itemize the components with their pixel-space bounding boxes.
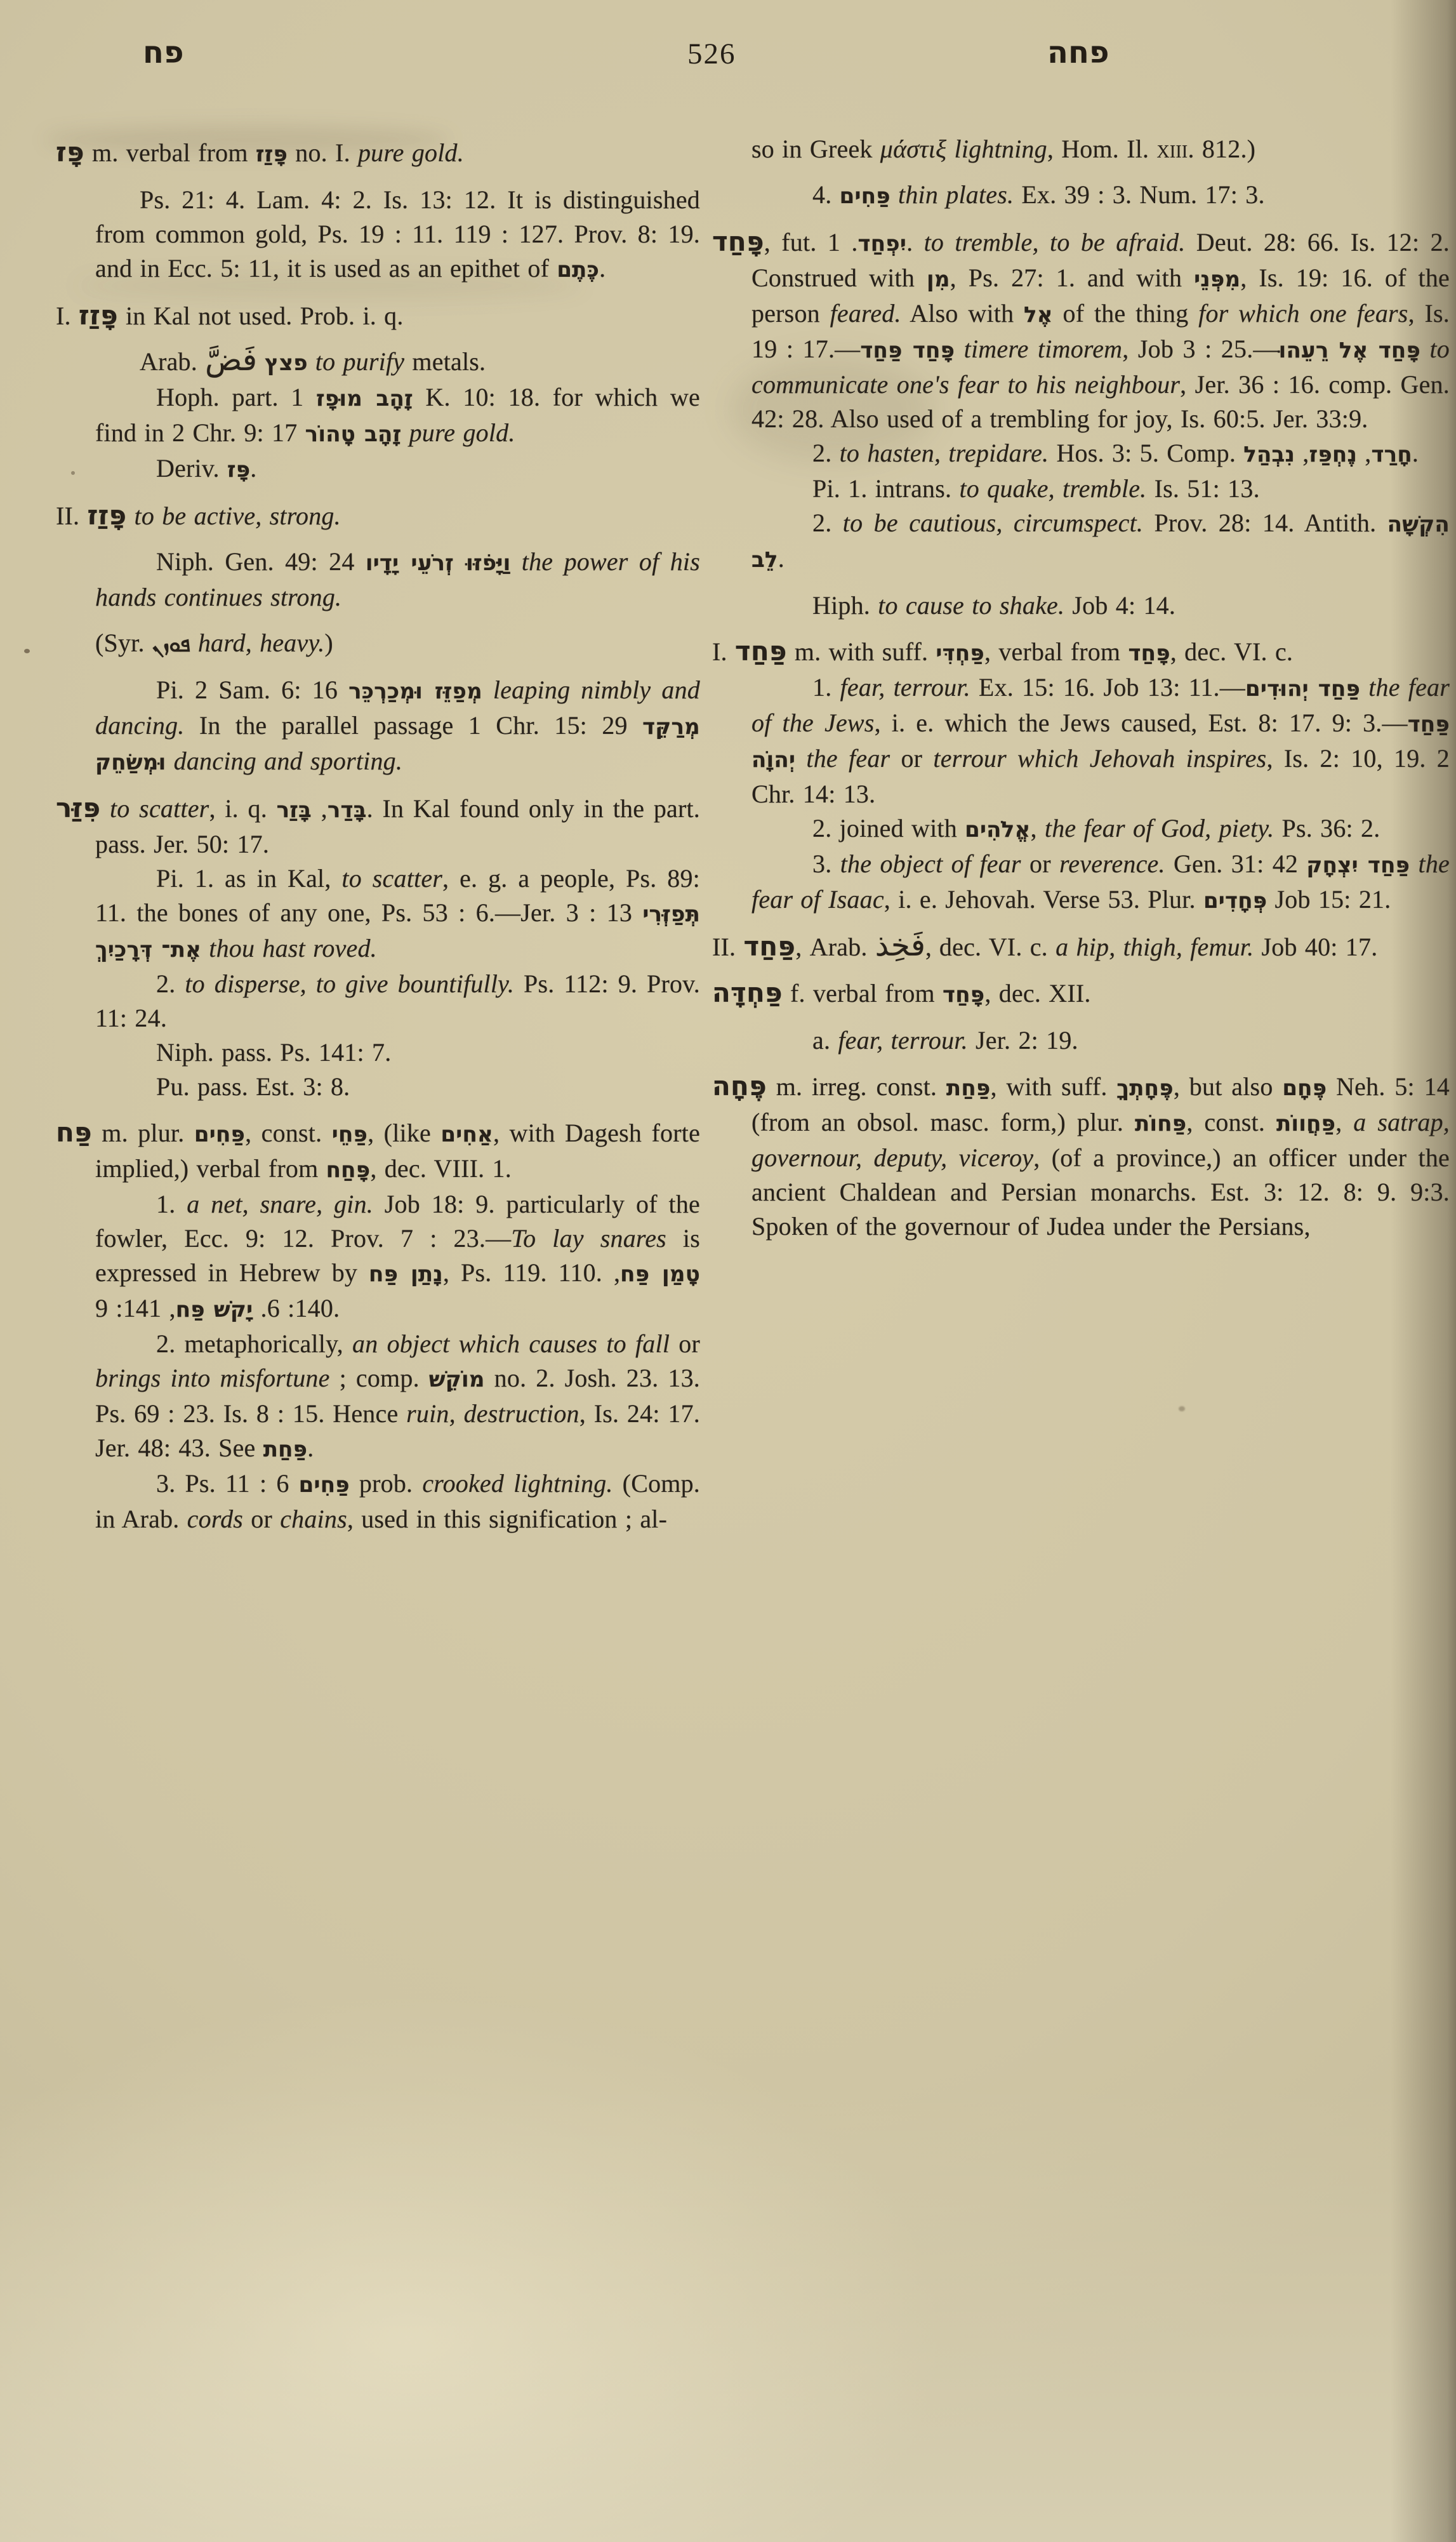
body-text: , Hom. Il.	[1047, 135, 1157, 163]
body-text: , dec. VI. c.	[925, 933, 1056, 961]
body-text: Job 4: 14.	[1064, 591, 1176, 620]
hebrew-text: פצץ	[265, 350, 308, 376]
body-text: Pi. 1. intrans.	[812, 474, 960, 503]
greek-text: μάστιξ	[880, 135, 947, 163]
para-pizzar-niph	[95, 1035, 700, 1070]
body-text: leaping nimbly and dancing.	[95, 675, 700, 740]
body-text: reverence.	[1059, 849, 1165, 878]
body-text: terrour which Jehovah inspires	[933, 744, 1267, 773]
body-text: Job 15: 21.	[1267, 885, 1391, 914]
body-text: Is. 51: 13.	[1146, 474, 1260, 503]
body-text: . In Kal found only in the part. pass. Jer. 50: 17.	[95, 794, 701, 858]
hebrew-text: נָתַן פַּח	[369, 1261, 443, 1287]
body-text: chains	[280, 1505, 347, 1533]
entry-pazaz-ii	[56, 498, 700, 533]
body-text: m. irreg. const.	[766, 1072, 946, 1101]
entry-pazaz-i	[56, 298, 700, 333]
hebrew-text: בָּזַר	[276, 797, 312, 823]
body-text: to purify	[315, 347, 405, 376]
hebrew-text: נֶחְפַּז	[1309, 442, 1358, 467]
hebrew-text: טָמַן פַּח	[620, 1261, 701, 1287]
body-text: to cause to shake.	[878, 591, 1065, 620]
para-pachad-2	[751, 436, 1450, 472]
body-text: lightning	[946, 135, 1047, 163]
body-text: pure gold.	[401, 418, 515, 447]
body-text: Arab.	[140, 347, 206, 376]
body-text: Ex. 15: 16. Job 13: 11.—	[970, 673, 1245, 702]
body-text: brings into misfortune	[95, 1364, 330, 1392]
hebrew-text: כֶּתֶם	[557, 257, 600, 283]
body-text: or	[670, 1329, 701, 1358]
body-text	[308, 347, 315, 376]
body-text: no. 2. Josh. 23. 13. Ps. 69 : 23. Is. 8 : 15. Hence	[95, 1364, 700, 1428]
hebrew-text: פַּחִים	[194, 1122, 246, 1147]
body-text: Hiph.	[812, 591, 878, 620]
body-text: for which one fears	[1198, 299, 1408, 328]
body-text: II.	[712, 933, 744, 961]
body-text: , Job 3 : 25.—	[1122, 335, 1279, 363]
hebrew-text: פַּחַד	[743, 931, 796, 962]
hebrew-text: מִן	[926, 267, 950, 292]
body-text: , Is. 19: 16. of the person	[751, 263, 1450, 328]
body-text: , verbal from	[984, 637, 1128, 666]
body-text: to scatter	[100, 794, 209, 823]
hebrew-text: יָקֹשׁ פַּח	[175, 1297, 253, 1322]
hebrew-text: תְּפַזְּרִי אֶת־ דְּרָכַיִךְ	[95, 902, 700, 962]
body-text: 2. joined with	[812, 814, 965, 842]
para-pach-2	[95, 1327, 700, 1467]
hebrew-text: יִפְחַד	[857, 231, 907, 256]
entry-pizzar	[56, 791, 701, 862]
body-text	[257, 347, 265, 376]
para-syr	[95, 626, 700, 662]
body-text: (Syr.	[95, 629, 152, 657]
body-text: , const.	[1186, 1108, 1276, 1136]
hebrew-text: בָּדַר	[327, 797, 367, 823]
body-text: Prov. 28: 14. Antith.	[1143, 509, 1387, 537]
body-text: .	[599, 254, 606, 283]
body-text: to scatter	[341, 864, 443, 893]
body-text: no. I.	[288, 138, 358, 167]
para-pachad-pi2	[751, 506, 1450, 577]
body-text: , 141: 9.	[95, 1294, 340, 1322]
body-text: Ex. 39 : 3. Num. 17: 3.	[1014, 180, 1265, 209]
body-text: ruin, destruction	[406, 1399, 579, 1428]
para-pachad-noun-2	[751, 811, 1450, 847]
hebrew-text: פַּחַד יִצְחָק	[1306, 853, 1410, 878]
right-column	[712, 132, 1450, 1244]
hebrew-text: מִפְּנֵי	[1194, 267, 1241, 292]
body-text: , e. g. a people, Ps. 89: 11. the bones of any one, Ps. 53 : 6.—Jer. 3 : 13	[95, 864, 700, 927]
entry-pechah	[712, 1069, 1450, 1244]
body-text: a hip, thigh, femur.	[1056, 933, 1254, 961]
body-text: a.	[812, 1026, 838, 1055]
hebrew-text: וַיָּפֹזּוּ זְרֹעֵי יָדָיו	[365, 550, 511, 576]
body-text: cords	[187, 1505, 244, 1533]
body-text: , Is. 24: 17. Jer. 48: 43. See	[95, 1399, 700, 1462]
body-text: or	[243, 1505, 281, 1533]
body-text: , dec. VIII. 1.	[370, 1154, 512, 1183]
body-text: Jer. 2: 19.	[967, 1026, 1078, 1055]
body-text: , (like	[367, 1119, 441, 1147]
body-text: .	[307, 1434, 314, 1462]
body-text: fear, terrour.	[840, 673, 970, 702]
body-text: hard, heavy.	[197, 629, 325, 657]
body-text: 3. Ps. 11 : 6	[156, 1469, 299, 1498]
hebrew-text: פָּחַד אֶל רֵעֵהוּ	[1278, 338, 1421, 363]
body-text: To lay snares	[511, 1224, 666, 1253]
body-text: Ps. 21: 4. Lam. 4: 2. Is. 13: 12. It is distinguished from common gold, Ps. 19 : 11. 119 : 127. Prov. 8: 19. and in Ecc. 5: 11, it is used as an epithet of	[95, 185, 700, 283]
body-text: , 140: 6.	[253, 1258, 621, 1322]
body-text: 2.	[812, 509, 843, 537]
hebrew-text: זָהָב טָהוֹר	[305, 422, 402, 447]
body-text: to tremble, to be afraid.	[923, 228, 1186, 256]
body-text	[126, 502, 134, 530]
body-text: .	[250, 454, 257, 482]
hebrew-text: פָּחַח	[326, 1157, 371, 1183]
hebrew-text: מְרַקֵּד וּמְשַׂחֵק	[95, 714, 700, 775]
body-text: Deriv.	[156, 454, 227, 482]
body-text: . 812.)	[1188, 135, 1256, 163]
body-text: , fut.	[764, 228, 828, 256]
body-text: Pi. 1. as in Kal,	[156, 864, 342, 893]
body-text: metals.	[404, 347, 486, 376]
body-text: , i. q.	[209, 794, 277, 823]
hebrew-text: פַּח	[56, 1117, 92, 1148]
hebrew-text: אֶל	[1024, 302, 1053, 328]
para-pachad-pi	[751, 472, 1450, 506]
para-hoph	[95, 380, 700, 451]
body-text: to be cautious, circumspect.	[842, 509, 1144, 537]
hebrew-text: פִּזַּר	[56, 792, 101, 823]
body-text: Ps. 112: 9. Prov. 11: 24.	[95, 969, 700, 1032]
hebrew-text: מְפַזֵּז וּמְכַרְכֵּר	[348, 679, 482, 704]
body-text: 2.	[812, 439, 840, 467]
body-text: Hoph. part.	[156, 383, 291, 411]
hebrew-text: פָּזַז	[87, 500, 127, 531]
body-text: Job 18: 9. particularly of the fowler, Ecc. 9: 12. Prov. 7 : 23.—	[95, 1190, 700, 1253]
body-text: so in Greek	[751, 135, 880, 163]
body-text: 1.	[812, 673, 840, 702]
body-text: feared.	[830, 299, 901, 328]
entry-paz	[56, 135, 700, 171]
hebrew-text: פַּחוֹת	[1134, 1111, 1187, 1136]
body-text: , dec. XII.	[984, 979, 1091, 1008]
hebrew-text: פַּחַת	[946, 1075, 991, 1101]
hebrew-text: פַּחִים	[298, 1472, 350, 1498]
body-text: Also with	[901, 299, 1024, 328]
para-niph-gen	[95, 545, 700, 615]
ink-speck	[24, 649, 30, 653]
body-text: ,	[1295, 439, 1309, 467]
para-pach-3	[95, 1467, 700, 1536]
body-text: 4.	[812, 180, 840, 209]
hebrew-text: פֶּחָתְךָ	[1116, 1075, 1174, 1101]
body-text: crooked lightning.	[422, 1469, 613, 1498]
body-text: , const.	[245, 1119, 332, 1147]
body-text: , Is. 19 : 17.—	[751, 299, 1450, 363]
para-greek-cont	[751, 132, 1450, 166]
hebrew-text: זָהָב מוּפָז	[316, 386, 413, 411]
body-text: Niph. pass. Ps. 141: 7.	[156, 1038, 392, 1067]
entry-pach	[56, 1115, 701, 1187]
body-text: the object of fear	[840, 849, 1021, 878]
body-text: xiii	[1156, 135, 1188, 163]
body-text: m. with suff.	[786, 637, 936, 666]
body-text: 2. metaphorically,	[156, 1329, 353, 1358]
hebrew-text: פַּחֲווֹת	[1276, 1111, 1336, 1136]
para-pizzar-pi	[95, 862, 700, 967]
body-text: , (of a province,) an officer under the ancient Chaldean and Persian monarchs. Est. 3: 12. 8: 9. 9:3. Spoken of the governour of Judea under the Persians,	[751, 1143, 1450, 1241]
body-text: Gen. 31: 42	[1165, 849, 1307, 878]
body-text: Hos. 3: 5. Comp.	[1049, 439, 1244, 467]
body-text: fear, terrour.	[838, 1026, 968, 1055]
body-text: . 1.	[827, 228, 924, 256]
body-text: ,	[312, 794, 328, 823]
body-text: to communicate one's fear to his neighbour	[751, 335, 1450, 399]
body-text: in Kal not used. Prob. i. q.	[117, 302, 404, 330]
body-text: the power of his hands continues strong.	[95, 547, 701, 611]
hebrew-text: פֶּחָם	[1282, 1075, 1327, 1101]
header-keyword-left: פח	[143, 35, 184, 70]
arabic-text: فَخِذ	[875, 928, 925, 963]
hebrew-text: פַּחַת	[263, 1437, 308, 1462]
body-text: the fear of the Jews	[751, 673, 1450, 737]
body-text: 1.	[156, 1190, 187, 1218]
body-text: ,	[1335, 1108, 1354, 1136]
body-text: , used in this signification ; al-	[347, 1505, 668, 1533]
left-column	[56, 130, 700, 1536]
hebrew-text: פָּחַד פַּחַד	[860, 338, 955, 363]
body-text: II.	[56, 502, 88, 530]
hebrew-text: פַּחִים	[839, 183, 890, 209]
body-text: an object which causes to fall	[352, 1329, 670, 1358]
body-text: .	[1412, 439, 1419, 467]
para-pach-1	[95, 1187, 700, 1327]
hebrew-text: אֱלֹהִים	[965, 817, 1031, 842]
hebrew-text: פָּזַז	[78, 300, 118, 331]
hebrew-text: פָּחַד	[943, 982, 985, 1008]
body-text: Neh. 5: 14 (from an obsol. masc. form,) plur.	[751, 1072, 1450, 1136]
para-arab-purify	[95, 342, 700, 380]
para-pachad-hiph	[751, 589, 1450, 623]
body-text: the fear of Isaac	[751, 849, 1450, 914]
body-text: f. verbal from	[782, 979, 943, 1008]
body-text: Job 40: 17.	[1254, 933, 1378, 961]
body-text: ; comp.	[329, 1364, 429, 1392]
body-text: the fear of God, piety.	[1044, 814, 1274, 842]
hebrew-text: חָרַד	[1371, 442, 1412, 467]
entry-pachad-verb	[712, 225, 1450, 436]
body-text: 2.	[156, 969, 185, 998]
body-text: prob.	[349, 1469, 423, 1498]
body-text: to quake, tremble.	[959, 474, 1147, 503]
body-text: the fear	[795, 744, 890, 773]
para-pizzar-2	[95, 967, 700, 1035]
body-text: Pu. pass. Est. 3: 8.	[156, 1072, 350, 1101]
body-text: )	[324, 629, 333, 657]
para-pachad-noun-1	[751, 670, 1450, 811]
para-deriv	[95, 451, 700, 487]
body-text: or	[1021, 849, 1059, 878]
entry-pachad-noun-ii	[712, 928, 1450, 964]
entry-pachdah	[712, 976, 1450, 1012]
body-text: 1 K. 10: 18. for which we find in 2 Chr. 9: 17	[95, 383, 700, 447]
header-keyword-right: פחה	[1047, 35, 1109, 70]
hebrew-text: פָּחַד	[1128, 641, 1170, 666]
body-text: m. verbal from	[84, 138, 256, 167]
body-text: dancing and sporting.	[166, 747, 403, 775]
body-text: to disperse, to give bountifully.	[185, 969, 515, 998]
body-text: , i. e. Jehovah. Verse 53. Plur.	[884, 885, 1203, 914]
body-text: I.	[56, 302, 79, 330]
body-text: timere timorem	[955, 335, 1123, 363]
page-number: 526	[687, 37, 736, 70]
para-pachdah-a	[751, 1023, 1450, 1058]
para-pizzar-pu	[95, 1070, 700, 1104]
para-pi-sam	[95, 673, 700, 780]
body-text: to be active, strong.	[134, 502, 341, 530]
body-text: , i. e. which the Jews caused, Est. 8: 17. 9: 3.—	[874, 709, 1408, 737]
hebrew-text: פַּחְדִּי	[936, 641, 984, 666]
body-text: is expressed in Hebrew by	[95, 1224, 700, 1287]
para-pachad-noun-3	[751, 847, 1450, 918]
hebrew-text: פַּחַד יְהוּדִים	[1245, 676, 1361, 702]
body-text: In the parallel passage 1 Chr. 15: 29	[184, 711, 643, 740]
body-text: 3.	[812, 849, 840, 878]
body-text: Ps. 36: 2.	[1274, 814, 1380, 842]
entry-pachad-noun-i	[712, 634, 1450, 670]
body-text: thin plates.	[890, 180, 1014, 209]
body-text: thou hast roved.	[201, 934, 377, 962]
ink-speck	[1179, 1406, 1185, 1411]
body-text: ,	[1030, 814, 1045, 842]
hebrew-text: מוֹקֵשׁ	[428, 1367, 485, 1392]
body-text: a net, snare, gin.	[187, 1190, 373, 1218]
body-text: a satrap, governour, deputy, viceroy	[751, 1108, 1450, 1172]
body-text: , but also	[1173, 1072, 1283, 1101]
body-text: , Arab.	[795, 933, 875, 961]
body-text: m. plur.	[91, 1119, 194, 1147]
para-pach-4	[751, 178, 1450, 213]
body-text: , dec. VI. c.	[1170, 637, 1294, 666]
hebrew-text: פְּחָדִים	[1203, 888, 1267, 914]
body-text: , with Dagesh forte implied,) verbal from	[95, 1119, 701, 1183]
body-text: pure gold.	[357, 138, 464, 167]
arabic-text: فَضَّ	[205, 342, 257, 378]
body-text: (Comp. in Arab.	[95, 1469, 700, 1533]
body-text: Deut. 28: 66. Is. 12: 2. Construed with	[751, 228, 1450, 292]
hebrew-text: פֶּחָה	[712, 1070, 767, 1101]
body-text: to hasten, trepidare.	[839, 439, 1049, 467]
hebrew-text: פָּזַז	[255, 142, 288, 167]
para-paz-refs	[95, 183, 700, 287]
hebrew-text: פַּחְדָּה	[712, 977, 783, 1008]
hebrew-text: הִקְשָׁה לֵב	[751, 512, 1450, 573]
body-text: , Ps. 119. 110.	[442, 1258, 614, 1287]
body-text: .	[778, 544, 784, 573]
hebrew-text: פַּחַד יְהוָֹה	[751, 712, 1450, 773]
body-text: or	[890, 744, 934, 773]
body-text: Pi. 2 Sam. 6: 16	[156, 675, 349, 704]
hebrew-text: פַּחֵי	[331, 1122, 368, 1147]
body-text: of the thing	[1052, 299, 1199, 328]
body-text: Niph. Gen. 49: 24	[156, 547, 366, 576]
hebrew-text: פַּחַד	[734, 636, 787, 667]
syriac-text: ܦܘܙܢ	[152, 632, 190, 656]
hebrew-text: פָּז	[227, 457, 251, 482]
body-text: , Ps. 27: 1. and with	[950, 263, 1195, 292]
body-text: I.	[712, 637, 735, 666]
hebrew-text: אַחִים	[440, 1122, 494, 1147]
body-text: ,	[1357, 439, 1372, 467]
hebrew-text: פָּז	[56, 136, 84, 168]
body-text: , with suff.	[990, 1072, 1117, 1101]
body-text: , Is. 2: 10, 19. 2 Chr. 14: 13.	[751, 744, 1450, 808]
hebrew-text: נִבְהַל	[1243, 442, 1295, 467]
body-text	[190, 629, 198, 657]
hebrew-text: פָּחַד	[712, 226, 764, 257]
body-text: , Jer. 36 : 16. comp. Gen. 42: 28. Also used of a trembling for joy, Is. 60:5. Jer. 33:9.	[751, 370, 1450, 433]
